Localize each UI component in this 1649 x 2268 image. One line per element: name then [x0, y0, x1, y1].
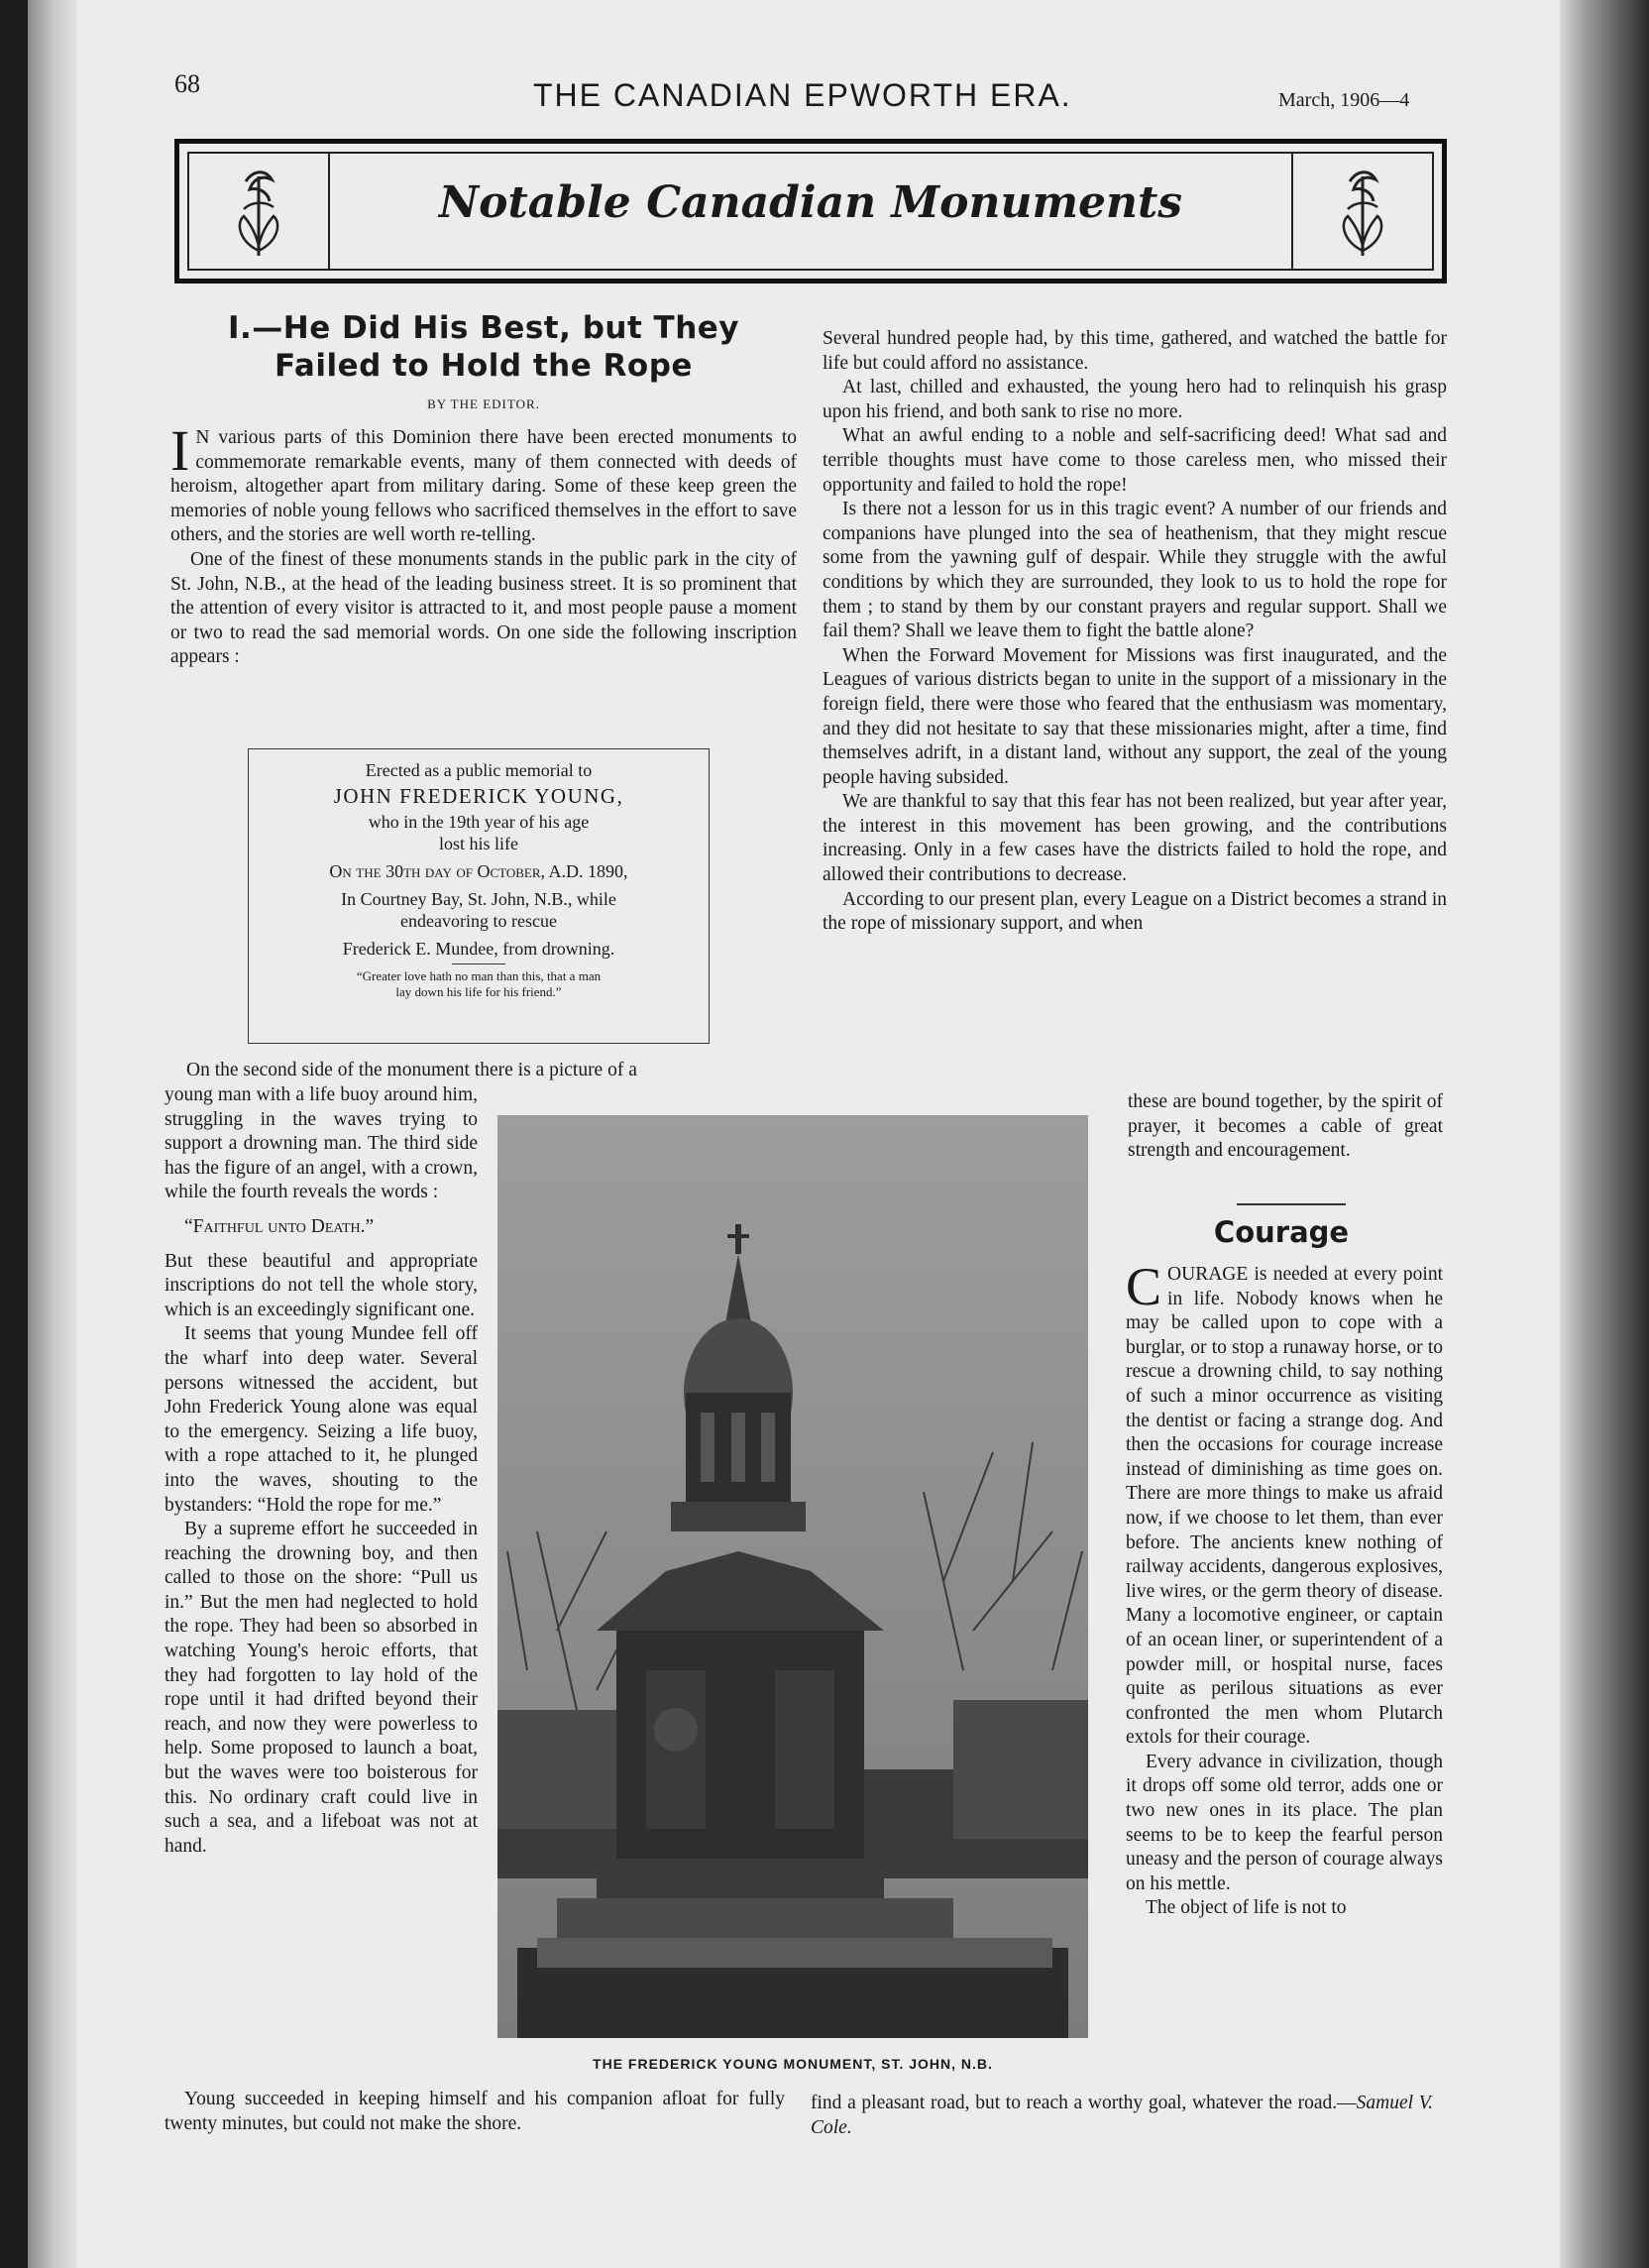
article-title-line1: I.—He Did His Best, but They [227, 310, 740, 346]
courage-column [1126, 1257, 1443, 1921]
byline: BY THE EDITOR. [427, 397, 540, 411]
paragraph: What an awful ending to a noble and self-sacrificing deed! What sad and terrible thoughts must have come to those careless men, who missed their opportunity and failed to hold the rope! [823, 425, 1447, 496]
page-binding [28, 0, 77, 2268]
paragraph: Several hundred people had, by this time, gathered, and watched the battle for life but could afford no assistance. [823, 328, 1447, 374]
banner-title: Notable Canadian Monuments [438, 177, 1183, 228]
paragraph: Young succeeded in keeping himself and his companion afloat for fully twenty minutes, but could not make the shore. [165, 2089, 785, 2134]
drop-cap: C [1126, 1257, 1162, 1316]
inscription-quote: “Greater love hath no man than this, that a man [356, 968, 602, 983]
monument-photo [497, 1115, 1088, 2038]
author: Samuel V. Cole. [811, 2093, 1433, 2138]
courage-heading [1120, 1215, 1443, 1249]
courage-bottom [811, 2092, 1433, 2140]
paragraph: N various parts of this Dominion there have been erected monuments to commemorate remarkable events, many of them connected with deeds of heroism, altogether apart from military daring. Some of these keep green the memories of noble young fellows who sacrificed themselves in the effort to save others, and the stories are well worth re-telling. [170, 427, 797, 546]
courage-title: Courage [1213, 1215, 1350, 1249]
magazine-title: THE CANADIAN EPWORTH ERA. [533, 77, 1072, 113]
article-intro [170, 418, 797, 670]
inscription-box [248, 748, 710, 1044]
monument-image [497, 1115, 1088, 2038]
article-right-column [823, 327, 1447, 937]
page-number: 68 [174, 69, 200, 98]
paragraph: OURAGE is needed at every point in life. Nobody knows when he may be called upon to cope with a burglar, or to stop a runaway horse, or to rescue a drowning child, to say nothing of such a minor occurrence as visiting the dentist or facing a strange dog. And then the occasions for courage increase instead of diminishing as time goes on. There are more things to make us afraid now, if we choose to let them, than ever before. The ancients knew nothing of railway accidents, dangerous explosives, live wires, or the germ theory of disease. Many a locomotive engineer, or captain of an ocean liner, or superintendent of a powder mill, or hospital nurse, faces quite as perilous situations as ever confronted the men whom Plutarch extols for their courage. [1126, 1264, 1443, 1749]
paragraph: One of the finest of these monuments stands in the public park in the city of St. John, N.B., at the head of the leading business street. It is so prominent that the attention of every visitor is attracted to it, and most people pause a moment or two to read the sad memorial words. On one side the following inscription appears : [170, 548, 797, 668]
paragraph: According to our present plan, every League on a District becomes a strand in the rope of missionary support, and when [823, 888, 1447, 935]
inscription-line: Erected as a public memorial to [365, 760, 593, 780]
motto: “Faithful unto Death.” [184, 1215, 375, 1237]
inscription-line: who in the 19th year of his age [368, 812, 590, 832]
article-heading [166, 309, 801, 412]
section-banner [174, 139, 1447, 284]
lily-icon [1328, 162, 1397, 261]
paragraph: It seems that young Mundee fell off the wharf into deep water. Several persons witnessed the accident, but John Frederick Young alone was equal to the emergency. Seizing a life buoy, with a rope attached to it, he plunged into the waves, shouting to the bystanders: “Hold the rope for me.” [165, 1323, 478, 1516]
inscription-name: JOHN FREDERICK YOUNG, [333, 784, 624, 808]
article-bottom [165, 2088, 785, 2136]
inscription-line: lost his life [439, 834, 518, 853]
paragraph: young man with a life buoy around him, struggling in the waves trying to support a drowning man. The third side has the figure of an angel, with a crown, while the fourth reveals the words : [165, 1084, 478, 1203]
drop-cap: I [170, 418, 190, 483]
paragraph: Every advance in civilization, though it drops off some old terror, adds one or two new ones in its place. The plan seems to be to keep the fearful person uneasy and the person of courage always on his mettle. [1126, 1751, 1443, 1894]
paragraph: At last, chilled and exhausted, the young hero had to relinquish his grasp upon his friend, and both sank to rise no more. [823, 377, 1447, 422]
inscription-line: Frederick E. Mundee, from drowning. [342, 939, 615, 959]
paragraph: On the second side of the monument there is a picture of a [186, 1060, 637, 1080]
divider [1237, 1203, 1346, 1205]
article-title-line2: Failed to Hold the Rope [275, 348, 693, 384]
paragraph: By a supreme effort he succeeded in reaching the drowning boy, and then called to those on the shore: “Pull us in.” But the men had neglected to hold the rope. They had been so absorbed in watching Young's heroic efforts, that they had forgotten to lay hold of the rope until it had drifted beyond their reach, and now they were powerless to help. Some proposed to launch a boat, but the waves were too boisterous for this. No ordinary craft could live in such a sea, and a lifeboat was not at hand. [165, 1519, 478, 1857]
paragraph: The object of life is not to [1146, 1897, 1347, 1919]
paragraph: find a pleasant road, but to reach a worthy goal, whatever the road.— [811, 2093, 1357, 2113]
issue-date: March, 1906—4 [1278, 89, 1410, 111]
inscription-date: On the 30th day of October, A.D. 1890, [329, 861, 628, 881]
photo-caption: THE FREDERICK YOUNG MONUMENT, ST. JOHN, N.B. [593, 2056, 993, 2072]
article-right-narrow [1128, 1090, 1443, 1164]
lily-ornament-right [1291, 154, 1432, 269]
inscription-quote: lay down his life for his friend.” [395, 984, 562, 999]
paragraph: When the Forward Movement for Missions was first inaugurated, and the Leagues of various districts began to unite in the support of a missionary in the foreign field, there were those who feared that the enthusiasm was momentary, and they did not hesitate to say that these missionaries might, after a time, find themselves adrift, in a distant land, without any support, the zeal of the young people having subsided. [823, 644, 1447, 788]
article-continued [166, 1059, 793, 1083]
paragraph: We are thankful to say that this fear has not been realized, but year after year, the interest in this movement has been growing, and the contributions increasing. Only in a few cases have the districts failed to hold the rope, and allowed their contributions to decrease. [823, 791, 1447, 886]
lily-ornament-left [189, 154, 330, 269]
paragraph: these are bound together, by the spirit of prayer, it becomes a cable of great strength and encouragement. [1128, 1091, 1443, 1162]
page-edge [1560, 0, 1649, 2268]
article-narrow-column [165, 1083, 478, 1859]
lily-icon [224, 162, 293, 261]
inscription-line: In Courtney Bay, St. John, N.B., while [341, 889, 616, 909]
paragraph: But these beautiful and appropriate inscriptions do not tell the whole story, which is an exceedingly significant one. [165, 1250, 478, 1320]
inscription-line: endeavoring to rescue [400, 911, 557, 931]
paragraph: Is there not a lesson for us in this tragic event? A number of our friends and companions have plunged into the sea of heathenism, that they might rescue some from the yawning gulf of despair. While they struggle with the awful conditions by which they are surrounded, they look to us to hold the rope for them ; to stand by them by our constant prayers and regular support. Shall we fail them? Shall we leave them to fight the battle alone? [823, 499, 1447, 642]
